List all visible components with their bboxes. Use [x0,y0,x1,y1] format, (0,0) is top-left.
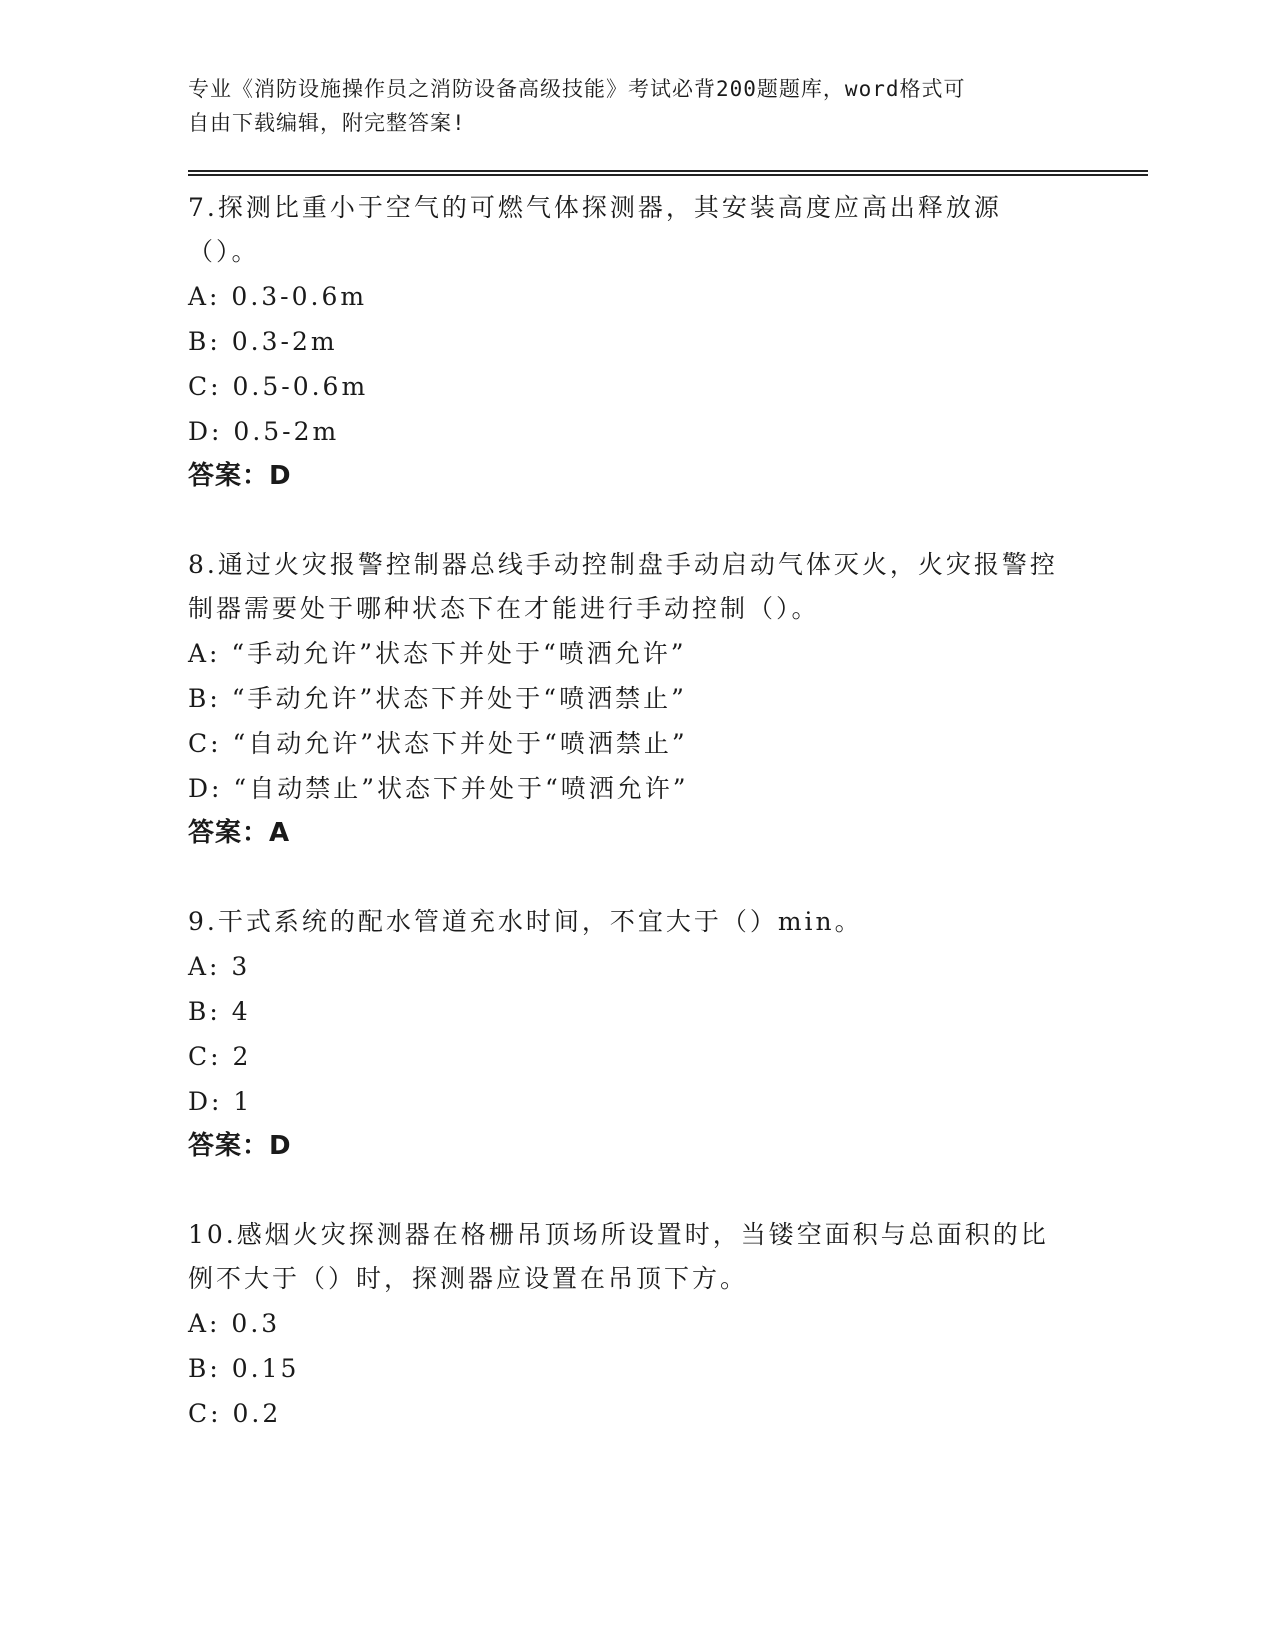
answer-value: A [269,818,291,848]
answer-value: D [269,461,292,491]
option-b: B: “手动允许”状态下并处于“喷洒禁止” [188,684,687,713]
question-8 [188,543,1148,856]
answer [188,1124,1148,1169]
document-page [188,72,1148,1436]
option-c: C: 2 [188,1042,252,1071]
option-a: A: 0.3 [188,1309,281,1338]
option-c: C: 0.2 [188,1399,282,1428]
option-d: D: “自动禁止”状态下并处于“喷洒允许” [188,774,689,803]
option-b: B: 0.3-2m [188,327,338,356]
answer-value: D [269,1131,292,1161]
option-a: A: “手动允许”状态下并处于“喷洒允许” [188,639,687,668]
question-text: 10.感烟火灾探测器在格栅吊顶场所设置时，当镂空面积与总面积的比例不大于（）时，探测器应设置在吊顶下方。 [188,1220,1049,1293]
option-c: C: “自动允许”状态下并处于“喷洒禁止” [188,729,688,758]
question-text: 9.干式系统的配水管道充水时间，不宜大于（）min。 [188,907,863,936]
answer [188,454,1148,499]
question-9 [188,900,1148,1169]
question-10 [188,1213,1148,1436]
header-line-2: 自由下载编辑，附完整答案! [188,111,466,135]
question-7 [188,186,1148,499]
option-c: C: 0.5-0.6m [188,372,369,401]
header-line-1: 专业《消防设施操作员之消防设备高级技能》考试必背200题题库，word格式可 [188,77,966,101]
answer-label: 答案： [188,818,270,848]
option-b: B: 4 [188,997,251,1026]
document-header [188,72,1068,140]
question-text: 8.通过火灾报警控制器总线手动控制盘手动启动气体灭火，火灾报警控制器需要处于哪种状态下在才能进行手动控制（）。 [188,550,1058,623]
answer-label: 答案： [188,461,270,491]
question-text: 7.探测比重小于空气的可燃气体探测器，其安装高度应高出释放源（）。 [188,193,1002,266]
answer [188,811,1148,856]
option-a: A: 0.3-0.6m [188,282,368,311]
header-divider [188,170,1148,176]
option-d: D: 0.5-2m [188,417,340,446]
option-d: D: 1 [188,1087,253,1116]
answer-label: 答案： [188,1131,270,1161]
option-b: B: 0.15 [188,1354,300,1383]
option-a: A: 3 [188,952,251,981]
